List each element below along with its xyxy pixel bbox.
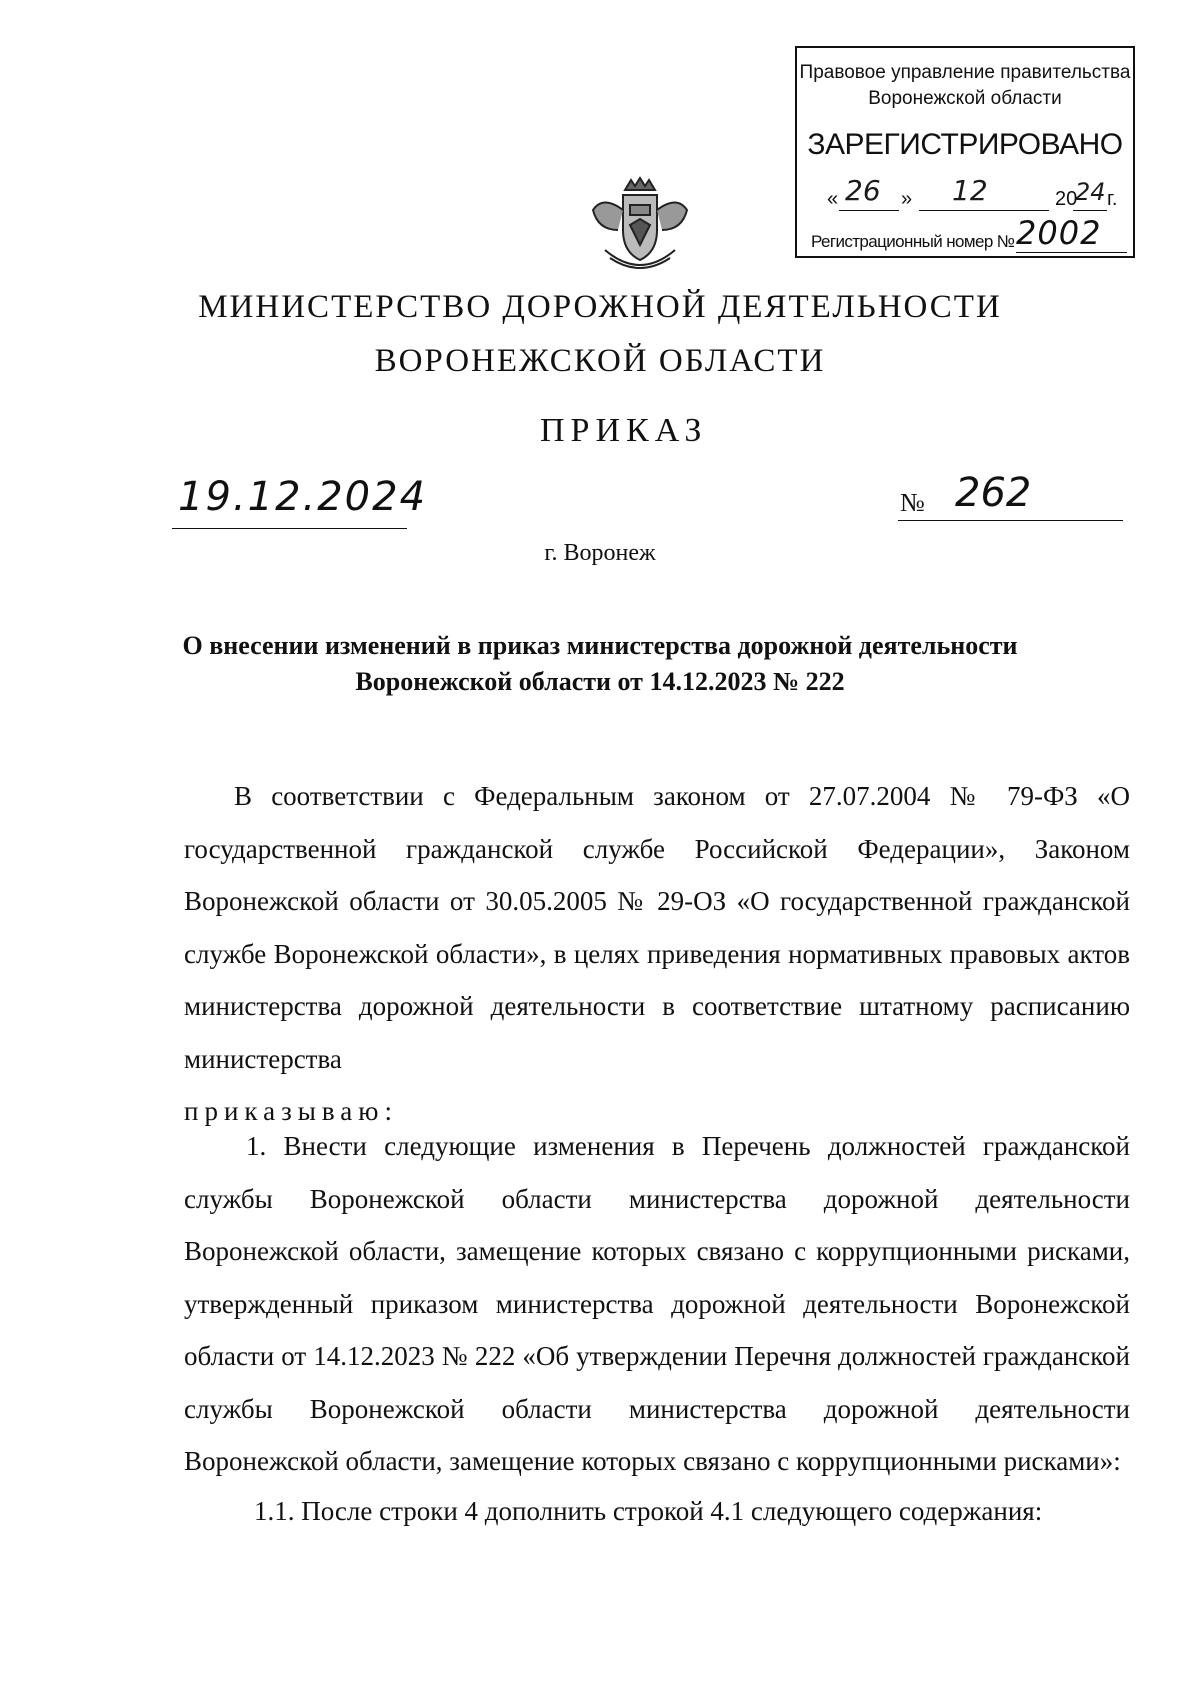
- ministry-name-line2: ВОРОНЕЖСКОЙ ОБЛАСТИ: [374, 343, 826, 379]
- document-subject-line1: О внесении изменений в приказ министерства дорожной деятельности: [182, 631, 1018, 660]
- body-paragraph-3: 1.1. После строки 4 дополнить строкой 4.1 следующего содержания:: [254, 1496, 1043, 1526]
- stamp-status: ЗАРЕГИСТРИРОВАНО: [807, 128, 1123, 161]
- stamp-month: 12: [952, 174, 988, 207]
- document-subject: [0, 628, 1200, 700]
- stamp-day: 26: [845, 174, 881, 207]
- close-quote: »: [901, 188, 913, 210]
- document-type: ПРИКАЗ: [540, 412, 708, 449]
- document-number: 262: [955, 470, 1032, 516]
- open-quote: «: [827, 188, 839, 210]
- document-subject-line2: Воронежской области от 14.12.2023 № 222: [355, 667, 845, 696]
- stamp-month-line: [919, 210, 1049, 211]
- body-paragraph-1: В соответствии с Федеральным законом от 27.07.2004 № 79-ФЗ «О государственной гражданской службе Российской Федерации», Законом Воронежской области от 30.05.2005 № 29-ОЗ «О государственной гражданской службе Воронежской области», в целях приведения нормативных правовых актов министерства дорожной деятельности в соответствие штатному расписанию министерства: [184, 781, 1130, 1074]
- body-paragraph-2: 1. Внести следующие изменения в Перечень должностей гражданской службы Воронежской области министерства дорожной деятельности Воронежской области, замещение которых связано с коррупционными рисками, утвержденный приказом министерства дорожной деятельности Воронежской области от 14.12.2023 № 222 «Об утверждении Перечня должностей гражданской службы Воронежской области министерства дорожной деятельности Воронежской области, замещение которых связано с коррупционными рисками»:: [184, 1131, 1130, 1476]
- stamp-organization: Правовое управление правительства Воронежской области: [799, 62, 1131, 109]
- stamp-reg-number-label: Регистрационный номер №: [811, 232, 1015, 251]
- registration-stamp: [795, 46, 1135, 258]
- stamp-day-line: [839, 210, 899, 211]
- stamp-year-prefix: 20: [1055, 188, 1078, 210]
- stamp-date: [827, 174, 1123, 214]
- stamp-year-unit: г.: [1107, 188, 1118, 210]
- ministry-name: [0, 283, 1200, 385]
- ministry-name-line1: МИНИСТЕРСТВО ДОРОЖНОЙ ДЕЯТЕЛЬНОСТИ: [198, 289, 1002, 325]
- document-date-line: [172, 528, 407, 529]
- stamp-reg-number-row: [811, 214, 1127, 252]
- coat-of-arms-icon: [585, 170, 695, 280]
- document-number-line: [898, 520, 1123, 521]
- body-order-word: приказываю:: [184, 1096, 398, 1126]
- stamp-reg-number-line: [1016, 252, 1127, 253]
- document-city: г. Воронеж: [544, 540, 656, 566]
- document-date: 19.12.2024: [178, 474, 428, 520]
- stamp-year-suffix: 24: [1075, 178, 1106, 206]
- document-number-label: №: [900, 488, 925, 517]
- stamp-year-line: [1073, 210, 1107, 211]
- stamp-reg-number: 2002: [1016, 214, 1102, 252]
